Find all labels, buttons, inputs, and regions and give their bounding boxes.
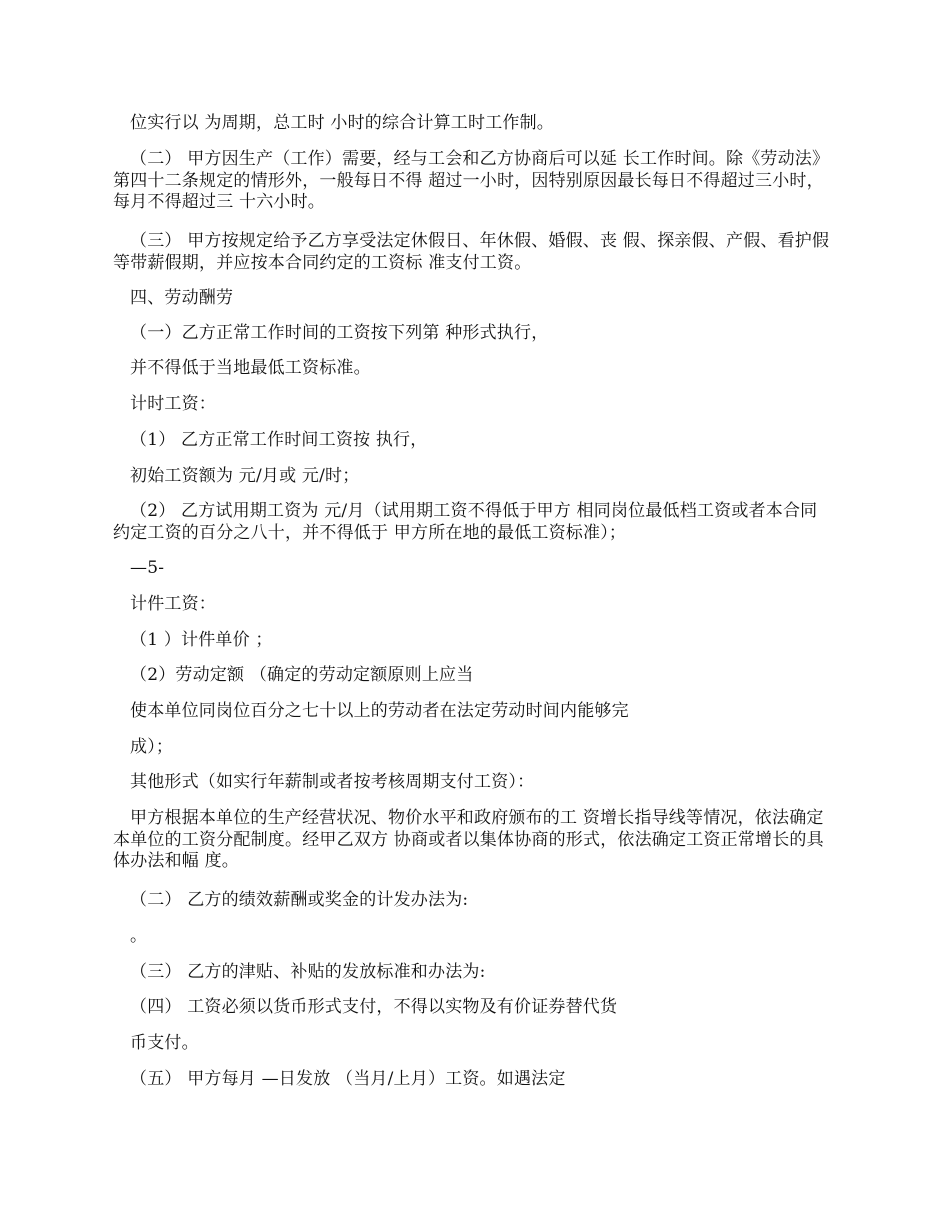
paragraph-9: 初始工资额为 元/月或 元/时； — [130, 466, 360, 486]
paragraph-24: （五） 甲方每月 —日发放 （当月/上月）工资。如遇法定 — [130, 1069, 566, 1089]
paragraph-21: （三） 乙方的津贴、补贴的发放标准和办法为: — [130, 962, 486, 982]
page-number: —5- — [130, 558, 165, 578]
paragraph-16: 成）； — [130, 737, 174, 757]
paragraph-5: （一）乙方正常工作时间的工资按下列第 种形式执行， — [130, 323, 549, 343]
section-heading-labor-pay: 四、劳动酬劳 — [130, 288, 234, 308]
paragraph-14: （2）劳动定额 （确定的劳动定额原则上应当 — [130, 665, 474, 685]
paragraph-13: （1 ）计件单价 ； — [130, 630, 273, 650]
paragraph-6: 并不得低于当地最低工资标准。 — [130, 358, 371, 378]
paragraph-23: 币支付。 — [130, 1033, 199, 1053]
paragraph-15: 使本单位同岗位百分之七十以上的劳动者在法定劳动时间内能够完 — [130, 701, 629, 721]
paragraph-3: （三） 甲方按规定给予乙方享受法定休假日、年休假、婚假、丧 假、探亲假、产假、看护假等带薪假期，并应按本合同约定的工资标 准支付工资。 — [113, 231, 830, 273]
paragraph-12: 计件工资： — [130, 594, 216, 614]
paragraph-8: （1） 乙方正常工作时间工资按 执行， — [130, 430, 428, 450]
paragraph-19: （二） 乙方的绩效薪酬或奖金的计发办法为: — [130, 890, 469, 910]
paragraph-1: 位实行以 为周期，总工时 小时的综合计算工时工作制。 — [130, 113, 555, 133]
paragraph-10: （2） 乙方试用期工资为 元/月（试用期工资不得低于甲方 相同岗位最低档工资或者本合同约定工资的百分之八十，并不得低于 甲方所在地的最低工资标准）； — [113, 501, 818, 543]
paragraph-18: 甲方根据本单位的生产经营状况、物价水平和政府颁布的工 资增长指导线等情况，依法确定本单位的工资分配制度。经甲乙双方 协商或者以集体协商的形式，依法确定工资正常增长的具体办法和幅 度。 — [113, 808, 824, 871]
paragraph-2: （二） 甲方因生产（工作）需要，经与工会和乙方协商后可以延 长工作时间。除《劳动法》第四十二条规定的情形外，一般每日不得 超过一小时，因特别原因最长每日不得超过三小时，每月不得超过三 十六小时。 — [113, 149, 830, 212]
paragraph-22: （四） 工资必须以货币形式支付，不得以实物及有价证券替代货 — [130, 997, 618, 1017]
paragraph-7: 计时工资： — [130, 394, 216, 414]
paragraph-20: 。 — [130, 926, 148, 946]
paragraph-17: 其他形式（如实行年薪制或者按考核周期支付工资）： — [130, 772, 535, 792]
